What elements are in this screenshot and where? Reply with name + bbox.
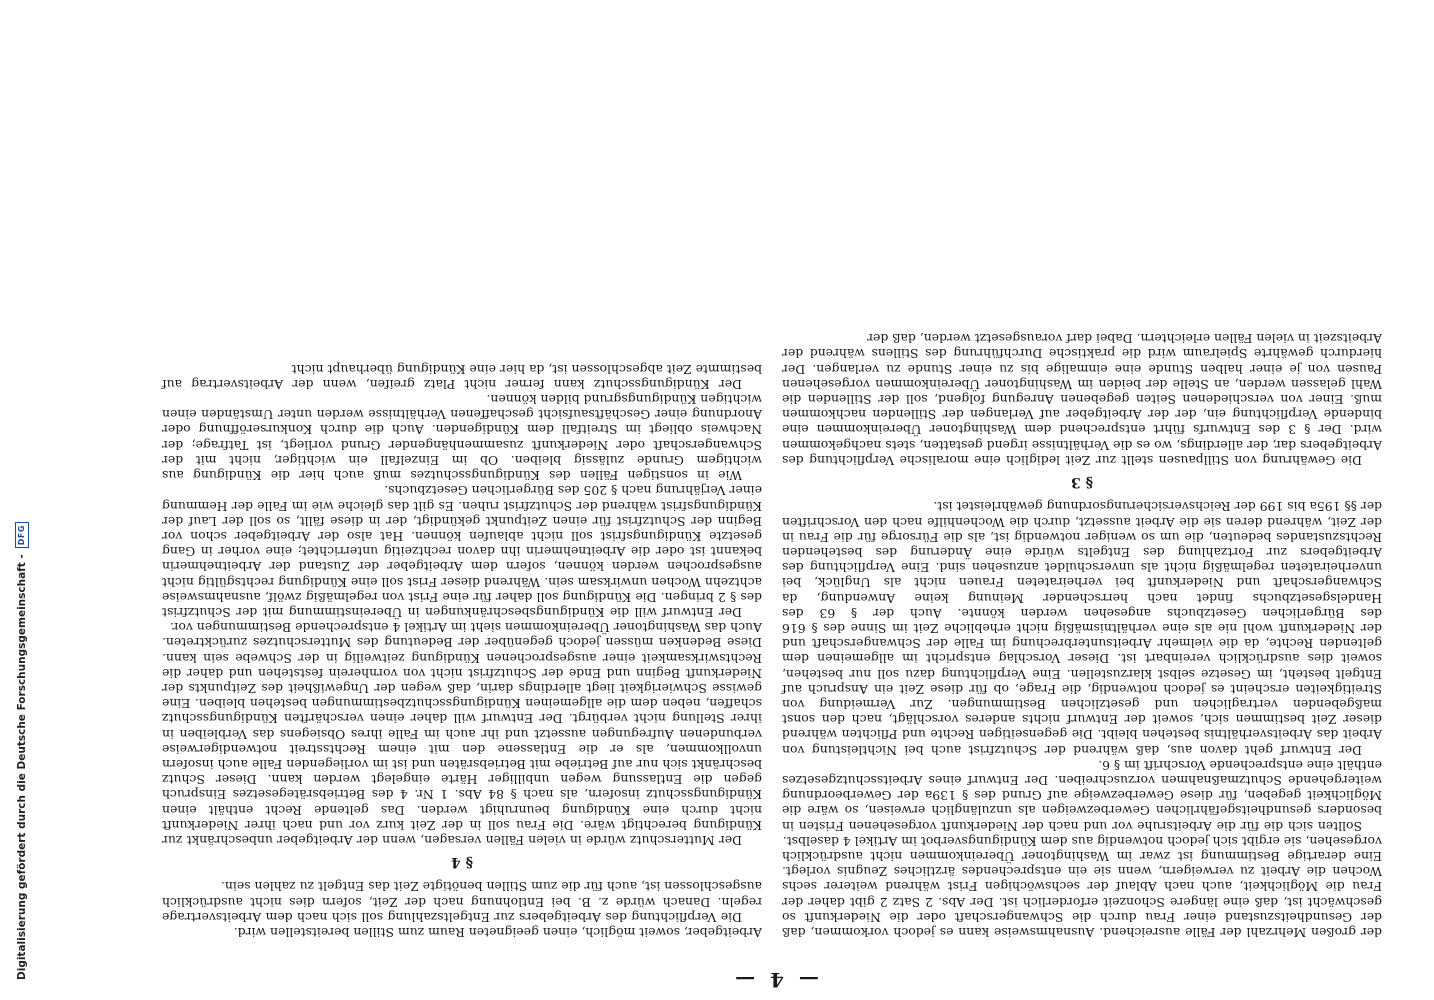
paragraph: Wie in sonstigen Fällen des Kündigungsschutzes muß auch hier die Kündigung aus wichtigem Grunde zulässig bleiben. Ob im Einzelfall ein wichtiger, nicht mit der Schwangerschaft oder Niederkunft zusammenhängender Grund vorliegt, ist Tatfrage; der Nachweis obliegt im Streitfall dem Kündigenden. Auch die durch Konkurseröffnung oder Anordnung einer Geschäftsaufsicht geschaffenen Verhältnisse werden unter Umständen einen wichtigen Kündigungsgrund bilden können. [162,392,762,484]
dfg-logo: DFG [15,522,29,548]
paragraph: Der Mutterschutz würde in vielen Fällen versagen, wenn der Arbeitgeber unbeschränkt zur Kündigung berechtigt wäre. Die Frau soll in der Zeit kurz vor und nach ihrer Niederkunft nicht durch eine Kündigung beunruhigt werden. Das geltende Recht enthält einen Kündigungsschutz insofern, als nach § 84 Abs. 1 Nr. 4 des Betriebsrätegesetzes Einspruch gegen die Entlassung wegen unbilliger Härte eingelegt werden kann. Dieser Schutz beschränkt sich nur auf Betriebe mit Betriebsräten und ist im vorliegenden Falle auch insofern unvollkommen, als er die Entlassene den mit einem Rechtsstreit notwendigerweise verbundenen Aufregungen aussetzt und ihr auch im Falle ihres Obsiegens das Verbleiben in ihrer Stellung nicht verbürgt. Der Entwurf will daher einen verschärften Kündigungsschutz schaffen, neben dem die allgemeinen Kündigungsschutzbestimmungen bestehen bleiben. Eine gewisse Schwierigkeit liegt allerdings darin, daß wegen der Ungewißheit des Zeitpunkts der Niederkunft Beginn und Ende der Schutzfrist nicht von vornherein feststehen und daher die Rechtswirksamkeit einer ausgesprochenen Kündigung zeitweilig in der Schwebe sein kann. Diese Bedenken müssen jedoch gegenüber der Bedeutung des Mutterschutzes zurücktreten. Auch das Washingtoner Übereinkommen sieht im Artikel 4 entsprechende Bestimmungen vor. [162,620,762,848]
digitization-note [12,0,32,980]
paragraph: Der Kündigungsschutz kann ferner nicht Platz greifen, wenn der Arbeitsvertrag auf bestimmte Zeit abgeschlossen ist, da hier eine Kündigung überhaupt nicht [162,361,762,392]
paragraph: Die Verpflichtung des Arbeitgebers zur Entgeltszahlung soll sich nach dem Arbeitsvertrage regeln. Danach würde z. B. bei Entlohnung nach der Zeit, sofern dies nicht ausdrücklich ausgeschlossen ist, auch für die zum Stillen benötigte Zeit das Entgelt zu zahlen sein. [162,879,762,925]
paragraph: Der Entwurf will die Kündigungsbeschränkungen in Übereinstimmung mit der Schutzfrist des § 2 bringen. Die Kündigung soll daher für eine Frist von regelmäßig zwölf, ausnahmsweise achtzehn Wochen unwirksam sein. Während dieser Frist soll eine Kündigung rechtsgültig nicht ausgesprochen werden können, sofern dem Arbeitgeber der Zustand der Arbeitnehmerin bekannt ist oder die Arbeitnehmerin ihn davon rechtzeitig unterrichtet; eine vorher in Gang gesetzte Kündigungsfrist soll nicht ablaufen können. Hat also der Arbeitgeber schon vor Beginn der Schutzfrist für einen Zeitpunkt gekündigt, der in diese fällt, so soll der Lauf der Kündigungsfrist während der Schutzfrist ruhen. Es gilt das gleiche wie im Falle der Hemmung einer Verjährung nach § 205 des Bürgerlichen Gesetzbuchs. [162,483,762,620]
section-heading: § 4 [451,854,473,871]
paragraph: Der Entwurf geht davon aus, daß während der Schutzfrist auch bei Nichtleistung von Arbeit das Arbeitsverhältnis bestehen bleibt. Die gegenseitigen Rechte und Pflichten während dieser Zeit bestimmen sich, soweit der Entwurf nichts anderes vorschlägt, nach den sonst maßgebenden vertraglichen und gesetzlichen Bestimmungen. Zur Vermeidung von Streitigkeiten erscheint es jedoch notwendig, die Frage, ob für diese Zeit ein Anspruch auf Entgelt besteht, im Gesetze selbst klarzustellen. Eine Verpflichtung dazu soll nur bestehen, soweit dies ausdrücklich vereinbart ist. Dieser Vorschlag entspricht im allgemeinen dem geltenden Rechte, da die vielmehr Arbeitsunterbrechung im Falle der Schwangerschaft und der Niederkunft wohl nie als eine verhältnismäßig nicht erhebliche Zeit im Sinne des § 616 des Bürgerlichen Gesetzbuchs angesehen werden könnte. Auch der § 63 des Handelsgesetzbuchs findet nach herrschender Meinung keine Anwendung, da Schwangerschaft und Niederkunft bei verheirateten Frauen nicht als Unglück, bei unverheirateten regelmäßig nicht als unverschuldet anzusehen sind. Eine Verpflichtung des Arbeitgebers zur Fortzahlung des Entgelts würde eine Änderung des bestehenden Rechtszustandes bedeuten, die um so weniger notwendig ist, als die Fürsorge für die Frau in der Zeit, während deren sie die Arbeit aussetzt, durch die Wochenhilfe nach den Vorschriften der §§ 195a bis 199 der Reichsversicherungsordnung gewährleistet ist. [782,499,1382,758]
left-column [782,331,1382,940]
document-page [150,96,1400,1000]
page-number: — 4 — [731,968,819,992]
right-column [162,361,762,940]
section-heading: § 3 [1071,474,1093,491]
page-header [150,962,1400,992]
paragraph: Arbeitgeber, soweit möglich, einen geeigneten Raum zum Stillen bereitstellen wird. [233,925,762,940]
paragraph: Die Gewährung von Stillpausen stellt zur Zeit lediglich eine moralische Verpflichtung des Arbeitgebers dar, der allerdings, wo es die Verhältnisse irgend gestatten, stets nachgekommen wird. Der § 3 des Entwurfs führt entsprechend dem Washingtoner Übereinkommen eine bindende Verpflichtung ein, der der Arbeitgeber auf Verlangen der Stillenden nachkommen muß. Einer von verschiedenen Seiten gegebenen Anregung folgend, soll der Stillenden die Wahl gelassen werden, an Stelle der beiden im Washingtoner Übereinkommen vorgesehenen Pausen von je einer halben Stunde eine einmalige bis zu einer Stunde zu verlangen. Der hierdurch gewährte Spielraum wird die praktische Durchführung des Stillens während der Arbeitszeit in vielen Fällen erleichtern. Dabei darf vorausgesetzt werden, daß der [782,331,1382,468]
paragraph: der großen Mehrzahl der Fälle ausreichend. Ausnahmsweise kann es jedoch vorkommen, daß der Gesundheitszustand einer Frau durch die Schwangerschaft oder die Niederkunft so geschwächt ist, daß eine längere Schonzeit erforderlich ist. Der Abs. 2 Satz 2 gibt daher der Frau die Möglichkeit, auch nach Ablauf der sechswöchigen Frist während weiterer sechs Wochen die Arbeit zu verweigern, wenn sie ein entsprechendes ärztliches Zeugnis vorlegt. Eine derartige Bestimmung ist zwar im Washingtoner Übereinkommen nicht ausdrücklich vorgesehen, sie ergibt sich jedoch notwendig aus dem Kündigungsverbot im Artikel 4 daselbst. [782,833,1382,940]
paragraph: Sollten sich die für die Arbeitsruhe vor und nach der Niederkunft vorgesehenen Fristen in besonders gesundheitsgefährlichen Gewerbezweigen als unzulänglich erweisen, so wäre die Möglichkeit gegeben, für diese Gewerbezweige auf Grund des § 139a der Gewerbeordnung weitergehende Schutzmaßnahmen vorzuschreiben. Der Entwurf eines Arbeitsschutzgesetzes enthält eine entsprechende Vorschrift im § 6. [782,757,1382,834]
digitization-note-text: Digitalisierung gefördert durch die Deutsche Forschungsgemeinschaft - [16,554,28,980]
